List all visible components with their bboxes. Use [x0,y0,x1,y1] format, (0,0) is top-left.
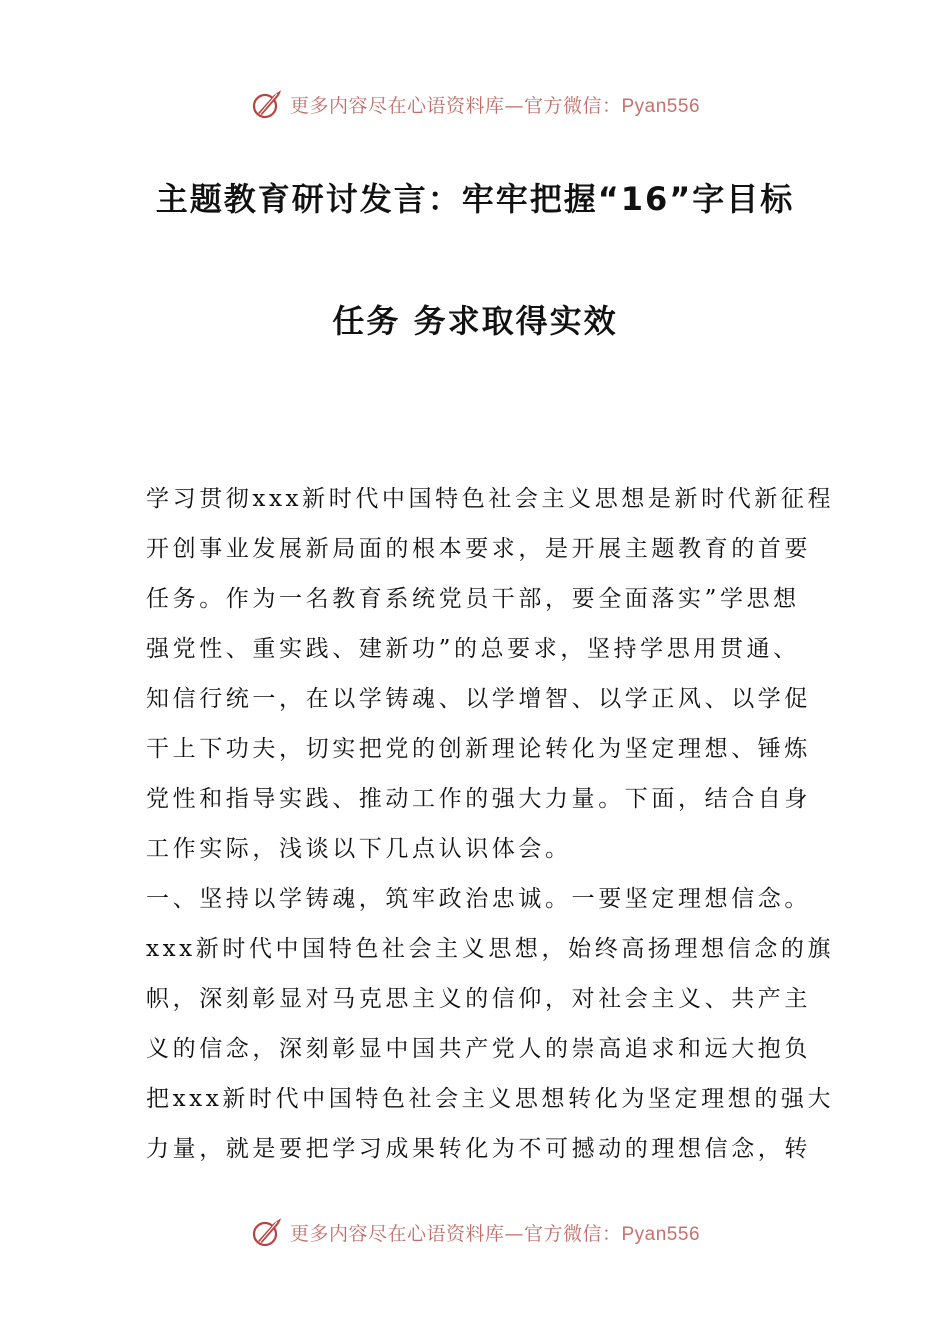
document-body [146,474,835,1174]
document-title-line-2: 任务 务求取得实效 [332,302,618,340]
body-line: 帜，深刻彰显对马克思主义的信仰，对社会主义、共产主 [146,986,811,1012]
body-line: xxx新时代中国特色社会主义思想，始终高扬理想信念的旗 [146,936,835,962]
body-line: 开创事业发展新局面的根本要求，是开展主题教育的首要 [146,536,811,562]
body-line: 任务。作为一名教育系统党员干部，要全面落实”学思想 [146,586,800,612]
watermark-text: 更多内容尽在心语资料库—官方微信：Pyan556 [289,94,701,117]
quill-logo-icon [250,1215,284,1249]
header-watermark [0,84,950,124]
wechat-id: Pyan556 [621,95,701,117]
body-line: 知信行统一，在以学铸魂、以学增智、以学正风、以学促 [146,686,811,712]
body-line: 工作实际，浅谈以下几点认识体会。 [146,836,572,862]
body-line: 义的信念，深刻彰显中国共产党人的崇高追求和远大抱负 [146,1036,811,1062]
body-line: 强党性、重实践、建新功”的总要求，坚持学思用贯通、 [146,636,800,662]
wechat-id: Pyan556 [621,1223,701,1245]
body-line: 把xxx新时代中国特色社会主义思想转化为坚定理想的强大 [146,1086,835,1112]
quill-logo-icon [250,87,284,121]
body-line: 学习贯彻xxx新时代中国特色社会主义思想是新时代新征程 [146,486,835,512]
watermark-text: 更多内容尽在心语资料库—官方微信：Pyan556 [289,1222,701,1245]
document-title-line-1: 主题教育研讨发言：牢牢把握“16”字目标 [155,180,795,218]
section-heading-line: 一、坚持以学铸魂，筑牢政治忠诚。一要坚定理想信念。 [146,886,811,912]
footer-watermark [0,1212,950,1252]
body-line: 力量，就是要把学习成果转化为不可撼动的理想信念，转 [146,1136,811,1162]
body-line: 党性和指导实践、推动工作的强大力量。下面，结合自身 [146,786,811,812]
body-line: 干上下功夫，切实把党的创新理论转化为坚定理想、锤炼 [146,736,811,762]
